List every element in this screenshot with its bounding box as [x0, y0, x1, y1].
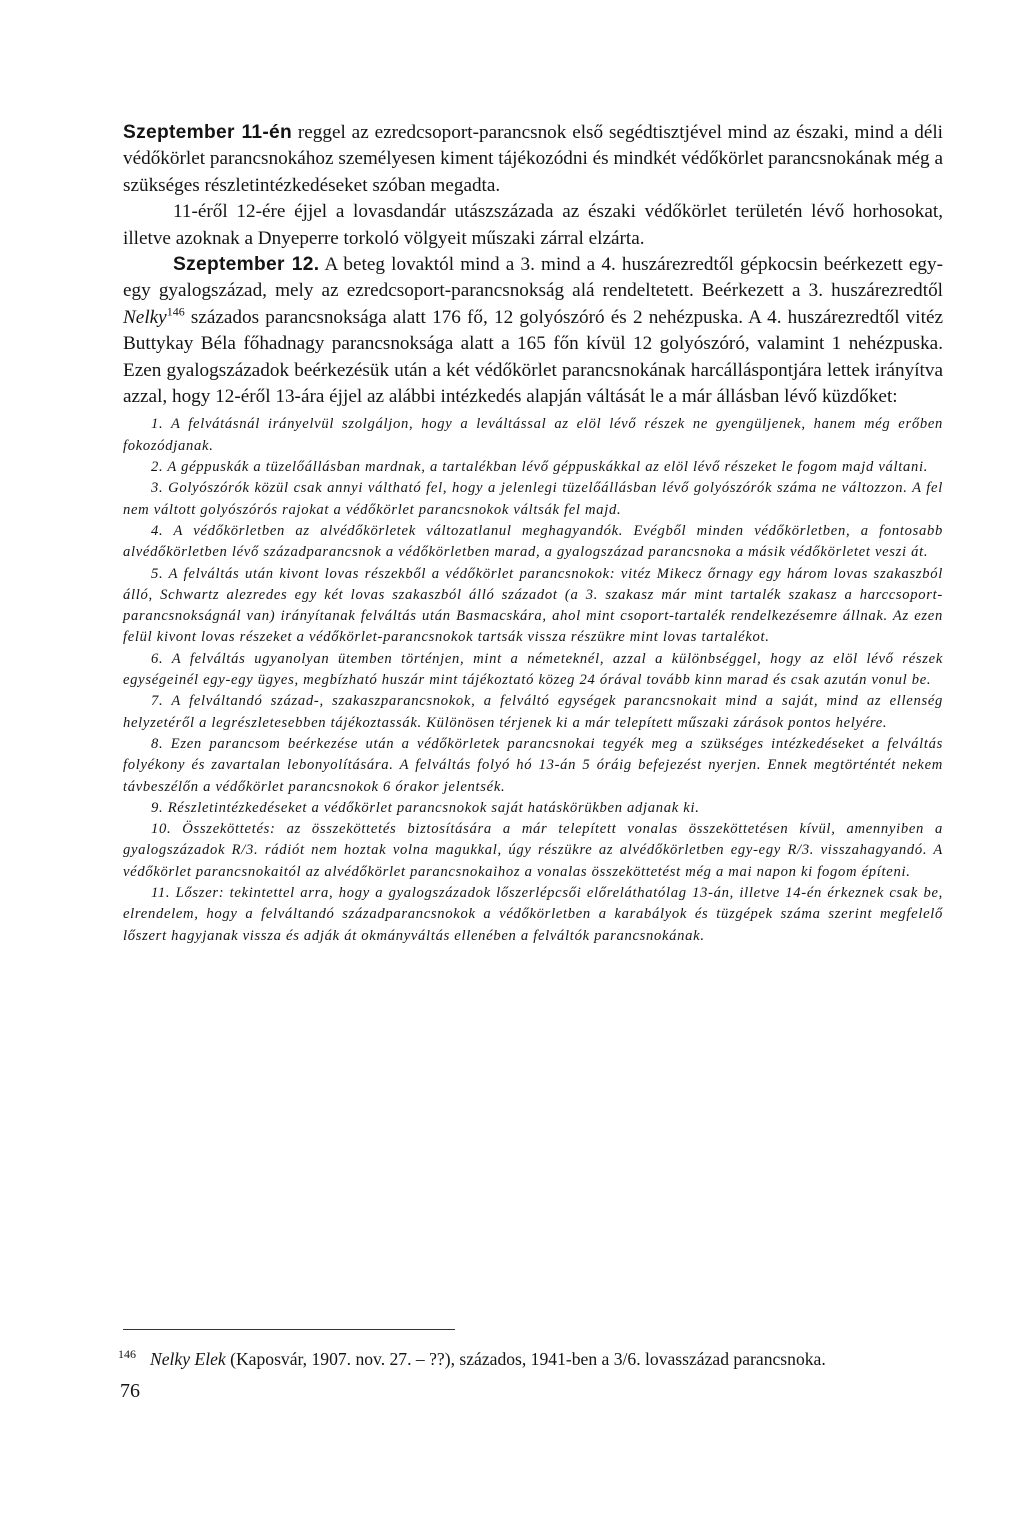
main-text [123, 120, 943, 410]
order-item: 2. A géppuskák a tüzelőállásban mardnak, a tartalékban lévő géppuskákkal az elöl lévő részeket le fogom majd váltani. [151, 459, 929, 476]
paragraph-text: reggel az ezredcsoport-parancsnok első segédtisztjével mind az északi, mind a déli védőkörlet parancsnokához személyesen kiment tájékozódni és mindkét védőkörlet parancsnokának még a szükséges részletintézkedéseket szóban megadta. [123, 122, 943, 196]
order-item: 4. A védőkörletben az alvédőkörletek változatlanul meghagyandók. Evégből minden védőkörletben, a fontosabb alvédőkörletben lévő századparancsnok a védőkörletben marad, a gyalogszázad parancsnoka a másik védőkörletet veszi át. [123, 522, 943, 561]
page-body [123, 120, 943, 947]
date-heading: Szeptember 11-én [123, 122, 293, 143]
paragraph-text: százados parancsnoksága alatt 176 fő, 12 golyószóró és 2 nehézpuska. A 4. huszárezredtől vitéz Buttykay Béla főhadnagy parancsnoksága alatt a 165 főn kívül 12 golyószóró, valamint 1 nehézpuska. Ezen gyalogszázadok beérkezésük után a két védőkörlet parancsnokának harcálláspontjára lettek irányítva azzal, hogy 12-éről 13-ára éjjel az alábbi intézkedés alapján váltását le a már állásban lévő küzdőket: [123, 306, 943, 408]
paragraph-night-11-12 [123, 199, 943, 252]
footnote-number: 146 [118, 1347, 136, 1361]
footnote-text: (Kaposvár, 1907. nov. 27. – ??), százados, 1941-ben a 3/6. lovasszázad parancsnoka. [225, 1348, 826, 1369]
order-item: 7. A felváltandó század-, szakaszparancsnokok, a felváltó egységek parancsnokait mind a saját, mind az ellenség helyzetéről a legrészletesebben tájékoztassák. Különösen térjenek ki a már telepített műszaki zárások pontos helyére. [123, 693, 943, 731]
footnote [118, 1342, 948, 1371]
order-item: 6. A felváltás ugyanolyan ütemben történjen, mint a németeknél, azzal a különbséggel, hogy az elöl lévő részek egységeinél egy-egy ügyes, megbízható huszár mint tájékoztató közeg 24 órával tovább kinn marad és csak azután vonul be. [123, 650, 943, 689]
paragraph-sept-12 [123, 252, 943, 410]
person-name: Nelky [123, 306, 167, 328]
order-item: 8. Ezen parancsom beérkezése után a védőkörletek parancsnokai tegyék meg a szükséges intézkedéseket a felváltás folyékony és zavartalan lebonyolítására. A felváltás folyó hó 13-án 5 óráig befejezést nyerjen. Ennek megtörténtét nekem távbeszélőn a védőkörlet parancsnokok 6 órakor jelentsék. [123, 735, 943, 795]
footnote-name: Nelky Elek [150, 1348, 226, 1369]
order-item: 9. Részletintézkedéseket a védőkörlet parancsnokok saját hatáskörükben adjanak ki. [151, 799, 700, 816]
order-item: 11. Lőszer: tekintettel arra, hogy a gyalogszázadok lőszerlépcsői előreláthatólag 13-án, illetve 14-én érkeznek csak be, elrendelem, hogy a felváltandó századparancsnokok a védőkörletben a karabályok és tüzgépek száma szerint megfelelő lőszert hagyjanak vissza és adják át okmányváltás ellenében a felváltók parancsnokának. [123, 885, 943, 944]
date-heading: Szeptember 12. [173, 254, 320, 276]
paragraph-text: A beteg lovaktól mind a 3. mind a 4. huszárezredtől gépkocsin beérkezett egy-egy gyalogszázad, mely az ezredcsoport-parancsnokság alá rendeltetett. Beérkezett a 3. huszárezredtől [123, 254, 943, 302]
footnote-ref[interactable]: 146 [166, 304, 185, 319]
page-number: 76 [120, 1380, 140, 1402]
order-item: 3. Golyószórók közül csak annyi váltható fel, hogy a jelenlegi tüzelőállásban lévő golyószórók száma ne változzon. A fel nem váltott golyószórós rajokat a védőkörlet parancsnokok váltsák fel majd. [123, 480, 943, 518]
order-item: 5. A felváltás után kivont lovas részekből a védőkörlet parancsnokok: vitéz Mikecz őrnagy egy három lovas szakaszból álló, Schwartz alezredes egy két lovas szakaszból álló századot (a 3. szakasz már mint tartalék szakasz a harccsoport-parancsnokságnál van) irányítanak felváltás után Basmacskára, ahol mint csoport-tartalék rendelkezésemre állnak. Az ezen felül kivont lovas részeket a védőkörlet-parancsnokok tartsák vissza részükre mint lovas tartalékot. [123, 565, 943, 646]
order-item: 10. Összeköttetés: az összeköttetés biztosítására a már telepített vonalas összeköttetésen kívül, amennyiben a gyalogszázadok R/3. rádiót nem hoztak volna magukkal, úgy részükre az alvédőkörletben egy-egy R/3. visszahagyandó. A védőkörlet parancsnokaitól az alvédőkörlet parancsnokaihoz a vonalas összeköttetést még a mai napon ki fogom építeni. [123, 821, 943, 880]
orders-list [123, 414, 943, 946]
footnote-divider [123, 1329, 455, 1330]
paragraph-text: 11-éről 12-ére éjjel a lovasdandár utászszázada az északi védőkörlet területén lévő horhosokat, illetve azoknak a Dnyeperre torkoló völgyeit műszaki zárral elzárta. [123, 201, 943, 249]
paragraph-sept-11 [123, 120, 943, 199]
order-item: 1. A felvátásnál irányelvül szolgáljon, hogy a leváltással az elöl lévő részek ne gyengüljenek, hanem még erőben fokozódjanak. [123, 416, 943, 454]
